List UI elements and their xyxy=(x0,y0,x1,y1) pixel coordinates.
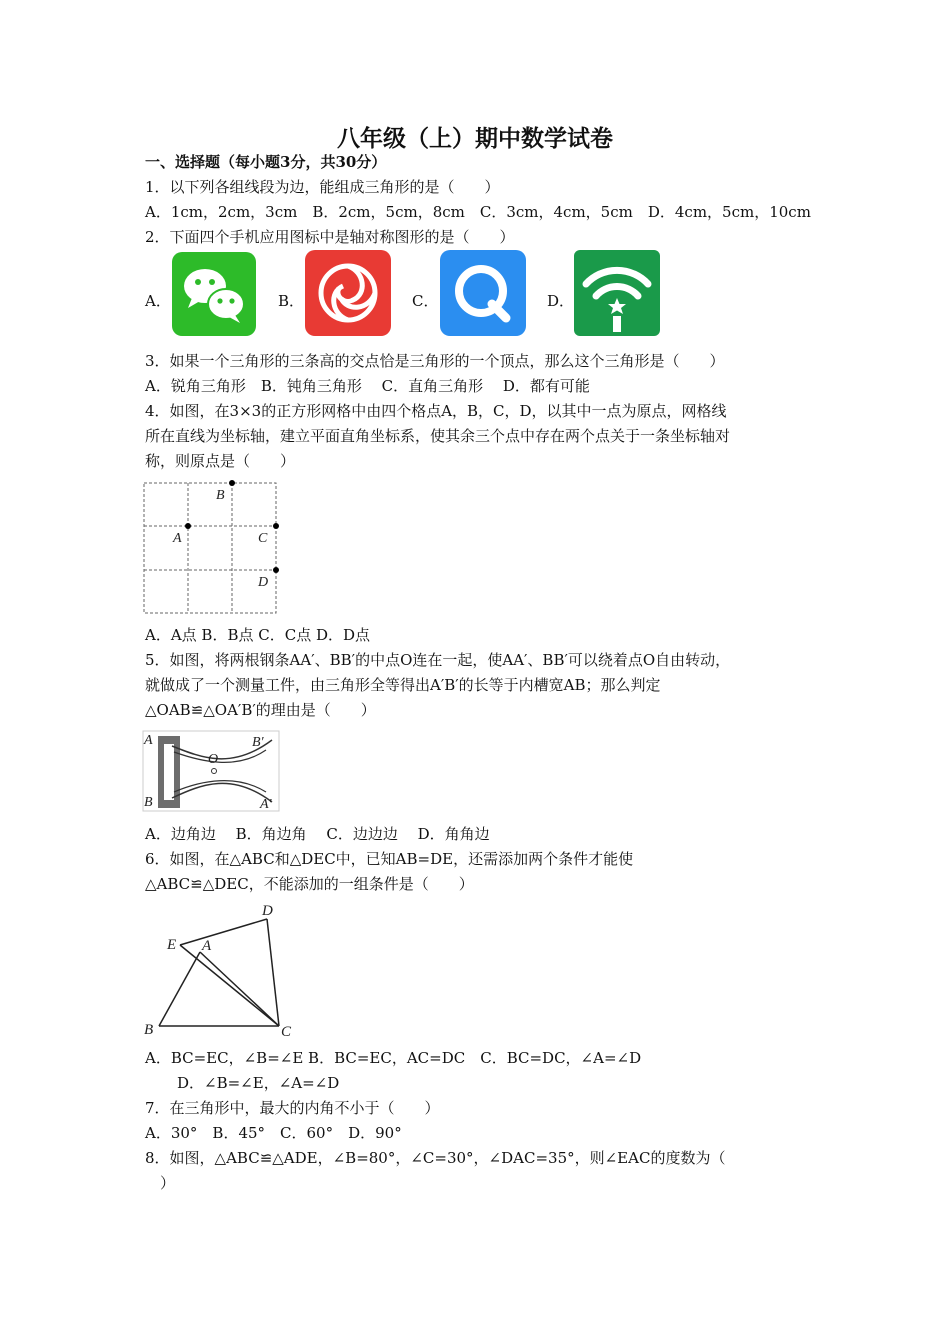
section-heading: 一、选择题（每小题3分，共30分） xyxy=(145,153,387,171)
q5-stem-line-1: 5．如图，将两根钢条AA′、BB′的中点O连在一起，使AA′、BB′可以绕着点O自由转动， xyxy=(145,651,731,669)
label-o: O xyxy=(208,752,219,767)
q3-stem: 3．如果一个三角形的三条高的交点恰是三角形的一个顶点，那么这个三角形是（ ） xyxy=(145,352,725,370)
triangle-figure xyxy=(142,900,302,1042)
label-c: C xyxy=(281,1024,292,1040)
label-c: C xyxy=(258,531,268,546)
wechat-icon xyxy=(172,252,256,336)
point-a xyxy=(185,523,191,529)
q2-option-b-label: B． xyxy=(278,292,305,310)
wifi-star-app-icon xyxy=(574,250,660,336)
label-b-prime: B′ xyxy=(252,735,264,750)
q2-option-d-label: D． xyxy=(547,292,575,310)
q4-stem-line-3: 称，则原点是（ ） xyxy=(145,452,296,470)
q8-stem-continued: ） xyxy=(160,1174,176,1192)
tool-figure xyxy=(142,730,282,812)
q6-options-line-2: D．∠B=∠E，∠A=∠D xyxy=(177,1074,340,1092)
q2-option-a-label: A． xyxy=(145,292,171,310)
search-q-app-icon xyxy=(440,250,526,336)
label-b: B xyxy=(144,1022,154,1038)
q4-stem-line-2: 所在直线为坐标轴，建立平面直角坐标系，使其余三个点中存在两个点关于一条坐标轴对 xyxy=(145,427,731,445)
grid-figure xyxy=(142,478,282,618)
point-c xyxy=(273,523,279,529)
q3-options: A．锐角三角形 B．钝角三角形 C．直角三角形 D．都有可能 xyxy=(145,377,590,395)
label-a-prime: A′ xyxy=(260,797,272,812)
q5-options: A．边角边 B．角边角 C．边边边 D．角角边 xyxy=(145,825,490,843)
point-d xyxy=(273,567,279,573)
q7-options: A．30° B．45° C．60° D．90° xyxy=(145,1124,402,1142)
page-title: 八年级（上）期中数学试卷 xyxy=(337,125,613,152)
q1-options: A．1cm，2cm，3cm B．2cm，5cm，8cm C．3cm，4cm，5cm D．4cm，5cm，10cm xyxy=(145,203,811,221)
q6-stem-line-2: △ABC≌△DEC，不能添加的一组条件是（ ） xyxy=(145,875,474,893)
label-b: B xyxy=(144,795,153,810)
point-b xyxy=(229,480,235,486)
label-a: A xyxy=(173,531,182,546)
q5-stem-line-2: 就做成了一个测量工件，由三角形全等得出A′B′的长等于内槽宽AB；那么判定 xyxy=(145,676,661,694)
label-a: A xyxy=(202,938,212,954)
label-b: B xyxy=(216,488,225,503)
q6-options-line-1: A．BC=EC，∠B=∠E B．BC=EC，AC=DC C．BC=DC，∠A=∠D xyxy=(145,1049,642,1067)
q6-stem-line-1: 6．如图，在△ABC和△DEC中，已知AB=DE，还需添加两个条件才能使 xyxy=(145,850,634,868)
label-d: D xyxy=(258,575,269,590)
swirl-app-icon xyxy=(305,250,391,336)
q5-stem-line-3: △OAB≌△OA′B′的理由是（ ） xyxy=(145,701,376,719)
label-a: A xyxy=(144,733,153,748)
q7-stem: 7．在三角形中，最大的内角不小于（ ） xyxy=(145,1099,440,1117)
label-d: D xyxy=(262,903,273,919)
q4-options: A．A点 B．B点 C．C点 D．D点 xyxy=(145,626,371,644)
label-e: E xyxy=(167,937,177,953)
q2-stem: 2．下面四个手机应用图标中是轴对称图形的是（ ） xyxy=(145,228,515,246)
q8-stem: 8．如图，△ABC≌△ADE，∠B=80°，∠C=30°，∠DAC=35°，则∠EAC的度数为（ xyxy=(145,1149,726,1167)
q2-option-c-label: C． xyxy=(412,292,439,310)
q1-stem: 1．以下列各组线段为边，能组成三角形的是（ ） xyxy=(145,178,500,196)
q4-stem-line-1: 4．如图，在3×3的正方形网格中由四个格点A，B，C，D，以其中一点为原点，网格线 xyxy=(145,402,727,420)
